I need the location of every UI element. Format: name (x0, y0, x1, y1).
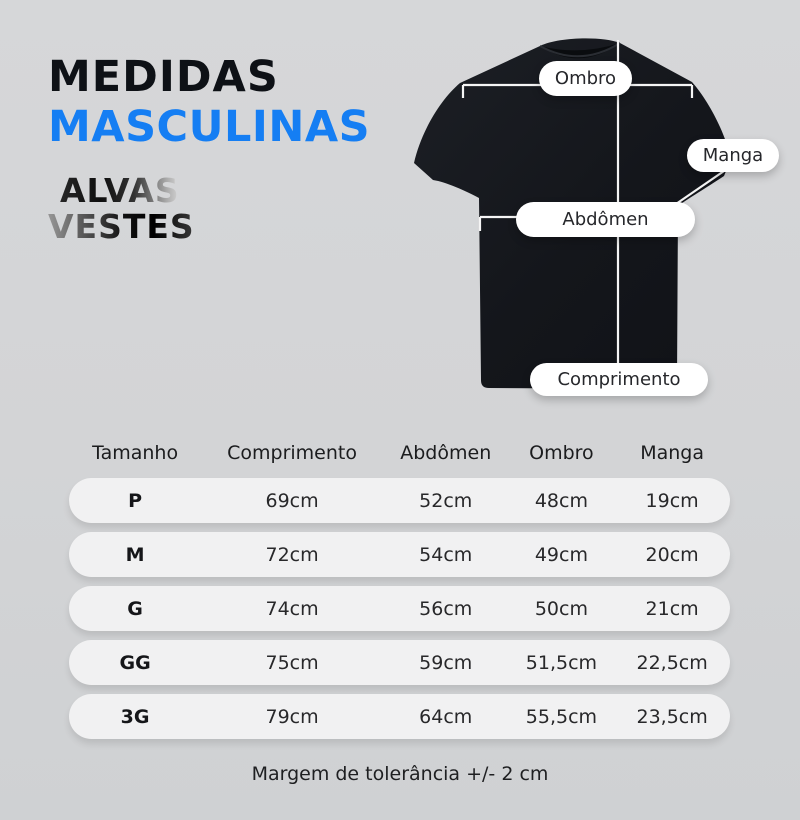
comprimento-cell: 72cm (265, 543, 319, 566)
ombro-cell: 51,5cm (525, 651, 598, 674)
size-cell: P (128, 489, 143, 512)
manga-label: Manga (702, 145, 764, 166)
header-abdomen: Abdômen (400, 442, 492, 464)
abdomen-cell: 59cm (419, 651, 473, 674)
size-cell: G (127, 597, 143, 620)
comprimento-label-pill (530, 363, 708, 396)
brand-logo-line2: VESTES (48, 207, 195, 246)
ombro-label: Ombro (554, 68, 617, 89)
ombro-cell: 48cm (534, 489, 588, 512)
comprimento-cell: 74cm (265, 597, 319, 620)
manga-cell: 20cm (645, 543, 699, 566)
header-ombro: Ombro (529, 442, 594, 464)
manga-cell: 19cm (645, 489, 699, 512)
manga-cell: 21cm (645, 597, 699, 620)
manga-cell: 22,5cm (636, 651, 708, 674)
manga-cell: 23,5cm (636, 705, 708, 728)
ombro-label-pill (539, 61, 632, 96)
table-row-p (69, 478, 730, 523)
tshirt-diagram (388, 10, 793, 415)
comprimento-cell: 79cm (265, 705, 319, 728)
tolerance-note: Margem de tolerância +/- 2 cm (251, 763, 549, 785)
abdomen-cell: 52cm (419, 489, 473, 512)
comprimento-cell: 75cm (265, 651, 319, 674)
comprimento-cell: 69cm (265, 489, 319, 512)
size-cell: M (125, 543, 145, 566)
ombro-cell: 49cm (534, 543, 588, 566)
abdomen-cell: 54cm (419, 543, 473, 566)
abdomen-cell: 56cm (419, 597, 473, 620)
table-row-g (69, 586, 730, 631)
ombro-cell: 50cm (534, 597, 588, 620)
title-line-medidas: MEDIDAS (48, 52, 279, 102)
table-header-row (69, 438, 730, 468)
ombro-cell: 55,5cm (525, 705, 598, 728)
table-row-3g (69, 694, 730, 739)
abdomen-label: Abdômen (562, 209, 649, 230)
comprimento-label: Comprimento (557, 369, 681, 390)
table-row-m (69, 532, 730, 577)
title-line-masculinas: MASCULINAS (48, 101, 371, 152)
header-manga: Manga (640, 442, 705, 464)
brand-logo-line1: ALVAS (60, 174, 195, 207)
size-cell: 3G (120, 705, 150, 728)
table-row-gg (69, 640, 730, 685)
abdomen-label-pill (516, 202, 695, 237)
size-cell: GG (119, 651, 151, 674)
brand-logo (48, 171, 195, 246)
manga-label-pill (687, 139, 779, 172)
abdomen-cell: 64cm (419, 705, 473, 728)
header-comprimento: Comprimento (227, 442, 357, 464)
page-title (48, 52, 371, 152)
header-tamanho: Tamanho (92, 442, 179, 464)
